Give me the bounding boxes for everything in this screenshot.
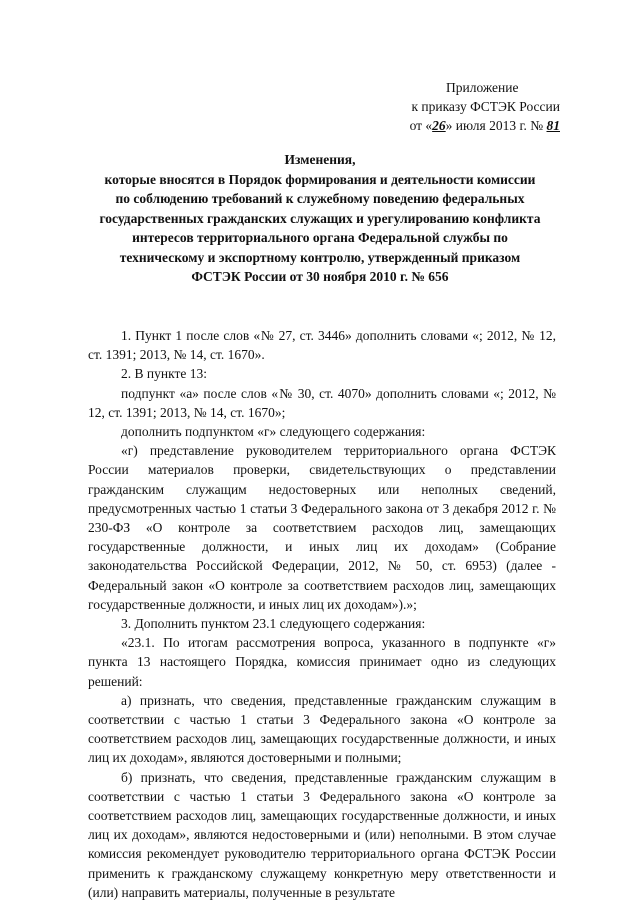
title-line: Изменения, — [284, 152, 356, 167]
paragraph-item-2: 2. В пункте 13: — [121, 366, 207, 382]
paragraph-subpoint-a: подпункт «а» после слов «№ 30, ст. 4070» дополнить словами «; 2012, № 12, ст. 1391; 2013, № 14, ст. 1670»; — [88, 385, 556, 420]
paragraph-item-1: 1. Пункт 1 после слов «№ 27, ст. 3446» дополнить словами «; 2012, № 12, ст. 1391; 2013, № 14, ст. 1670». — [88, 328, 556, 363]
document-body — [88, 326, 556, 902]
title-line: техническому и экспортному контролю, утвержденный приказом — [119, 249, 521, 265]
header-order-date-number — [360, 116, 560, 135]
paragraph-subpoint-g: «г) представление руководителем территориального органа ФСТЭК России материалов проверки, свидетельствующих о представлении гражданским служащим недостоверных или неполных сведений, предусмотренных частью 1 статьи 3 Федерального закона от 3 декабря 2012 г. № 230-ФЗ «О контроле за соответствием расходов лиц, замещающих государственные должности, и иных лиц их доходам» (Собрание законодательства Российской Федерации, 2012, № 50, ст. 6953) (далее - Федеральный закон «О контроле за соответствием расходов лиц, замещающих государственные должности, и иных лиц их доходам»).»; — [88, 443, 556, 612]
paragraph-decision-b: б) признать, что сведения, представленные гражданским служащим в соответствии с частью 1 статьи 3 Федерального закона «О контроле за соответствием расходов лиц, замещающих государственные должности, и иных лиц их доходам», являются недостоверными и (или) неполными. В этом случае комиссия рекомендует руководителю территориального органа ФСТЭК России применить к гражданскому служащему конкретную меру ответственности и (или) направить материалы, полученные в результате — [88, 769, 556, 900]
paragraph-item-3: 3. Дополнить пунктом 23.1 следующего содержания: — [121, 616, 426, 632]
document-title — [60, 150, 580, 287]
paragraph-decision-a: а) признать, что сведения, представленные гражданским служащим в соответствии с частью 1 статьи 3 Федерального закона «О контроле за соответствием расходов лиц, замещающих государственные должности, и иных лиц их доходам», являются достоверными и полными; — [88, 692, 556, 766]
title-line: ФСТЭК России от 30 ноября 2010 г. № 656 — [191, 269, 449, 284]
header-date-middle: » июля 2013 г. № — [445, 118, 547, 133]
handwritten-order-number: 81 — [546, 118, 560, 133]
title-line: интересов территориального органа Федеральной службы по — [132, 230, 508, 245]
header-order-reference: к приказу ФСТЭК России — [411, 99, 560, 114]
title-line: государственных гражданских служащих и урегулированию конфликта — [99, 210, 541, 226]
paragraph-add-subpoint: дополнить подпунктом «г» следующего содержания: — [121, 424, 426, 440]
header-appendix-label: Приложение — [446, 80, 519, 95]
handwritten-day: 26 — [432, 118, 446, 133]
paragraph-23-1: «23.1. По итогам рассмотрения вопроса, указанного в подпункте «г» пункта 13 настоящего Порядка, комиссия принимает одно из следующих решений: — [88, 635, 556, 689]
title-line: которые вносятся в Порядок формирования и деятельности комиссии — [104, 171, 536, 187]
title-line: по соблюдению требований к служебному поведению федеральных — [115, 191, 525, 206]
appendix-header — [360, 78, 560, 135]
header-date-prefix: от « — [409, 118, 433, 133]
